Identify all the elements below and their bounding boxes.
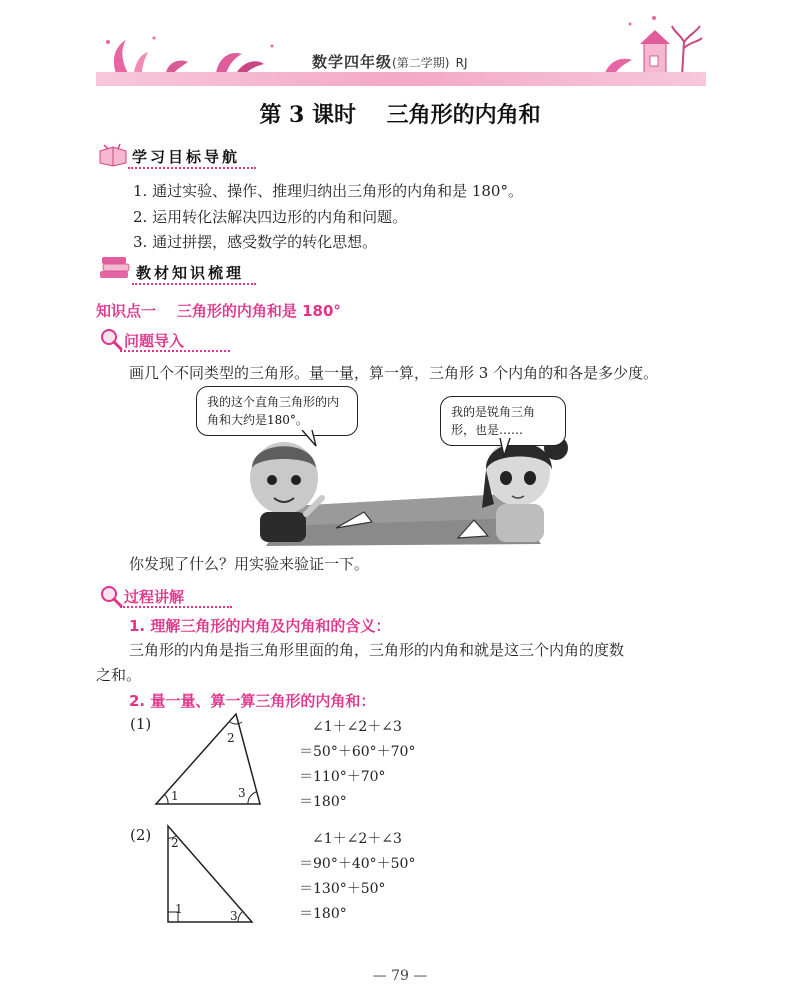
goal-item-1: 1. 通过实验、操作、推理归纳出三角形的内角和是 180°。 [133, 182, 523, 200]
knowledge-point-heading: 知识点一 三角形的内角和是 180° [96, 302, 341, 320]
intro-text: 画几个不同类型的三角形。量一量，算一算，三角形 3 个内角的和各是多少度。 [129, 364, 659, 382]
header-title [312, 51, 468, 72]
header-title-sub: (第二学期) [392, 56, 450, 70]
girl-speech-bubble: 我的是锐角三角形，也是…… [440, 396, 566, 446]
example1-angle-3: 3 [238, 786, 246, 800]
step2-heading: 2. 量一量、算一算三角形的内角和： [129, 692, 376, 710]
process-label: 过程讲解 [124, 588, 185, 606]
goal-item-3: 3. 通过拼摆，感受数学的转化思想。 [133, 233, 378, 251]
example1-label: (1) [130, 715, 152, 733]
header-title-main: 数学四年级 [312, 53, 393, 71]
step1-heading: 1. 理解三角形的内角及内角和的含义： [129, 617, 391, 635]
header-band [96, 72, 706, 86]
triangle-1 [150, 708, 270, 808]
knowledge-label: 教材知识梳理 [136, 264, 245, 282]
magnifier-icon [98, 327, 124, 351]
header-decoration-left [96, 28, 286, 78]
example2-line-1: ∠1＋∠2＋∠3 [312, 831, 402, 847]
example2-line-2: ＝90°＋40°＋50° [299, 856, 416, 872]
book-icon [98, 143, 128, 167]
example1-line-4: ＝180° [299, 794, 347, 810]
example2-angle-2: 2 [171, 836, 179, 850]
books-stack-icon [98, 255, 132, 281]
example2-line-4: ＝180° [299, 906, 347, 922]
page-header [0, 0, 800, 90]
learning-goals-label: 学习目标导航 [132, 148, 241, 166]
magnifier-icon [98, 584, 124, 608]
example2-line-3: ＝130°＋50° [299, 881, 386, 897]
knowledge-underline [132, 283, 256, 285]
example1-line-1: ∠1＋∠2＋∠3 [312, 719, 402, 735]
example1-line-2: ＝50°＋60°＋70° [299, 744, 416, 760]
boy-speech-bubble: 我的这个直角三角形的内角和大约是180°。 [196, 386, 358, 436]
page-number: — 79 — [372, 968, 428, 984]
example2-label: (2) [130, 826, 152, 844]
example1-angle-2: 2 [227, 731, 235, 745]
header-edition: RJ [455, 56, 468, 70]
intro-label: 问题导入 [124, 332, 185, 350]
intro-underline [120, 350, 230, 352]
intro-question: 你发现了什么？用实验来验证一下。 [129, 555, 370, 573]
example1-angle-1: 1 [171, 789, 179, 803]
example2-angle-3: 3 [230, 909, 238, 923]
example1-line-3: ＝110°＋70° [299, 769, 386, 785]
step1-line2: 之和。 [96, 666, 142, 684]
lesson-title: 第 3 课时 三角形的内角和 [259, 102, 541, 128]
header-decoration-right [590, 12, 710, 78]
goal-item-2: 2. 运用转化法解决四边形的内角和问题。 [133, 208, 408, 226]
girl-bubble-tail [496, 438, 516, 458]
process-underline [120, 606, 232, 608]
boy-bubble-tail [300, 430, 320, 448]
learning-goals-underline [128, 167, 256, 169]
illustration [196, 386, 608, 546]
step1-line1: 三角形的内角是指三角形里面的角，三角形的内角和就是这三个内角的度数 [129, 641, 625, 659]
example2-angle-1: 1 [175, 902, 183, 916]
